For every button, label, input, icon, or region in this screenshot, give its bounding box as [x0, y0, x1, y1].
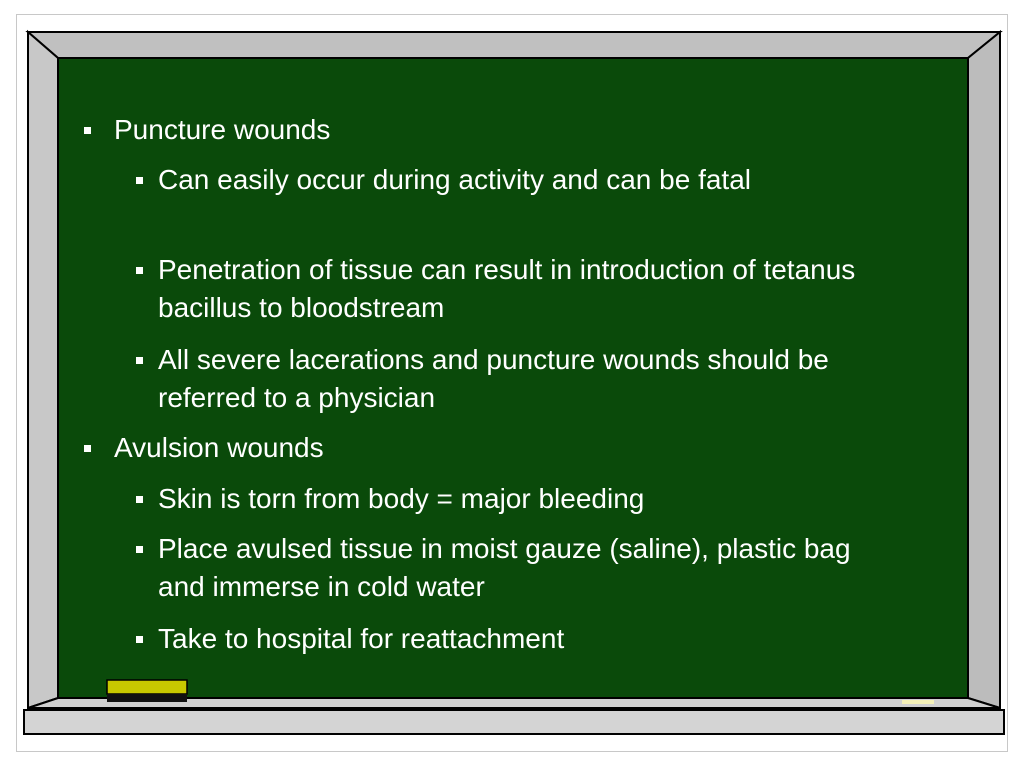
sub-bullet-can-easily-occur: Can easily occur during activity and can be fatal — [158, 164, 751, 195]
frame-right — [968, 32, 1000, 708]
sub-bullet-take-to-hospital: Take to hospital for reattachment — [158, 623, 565, 654]
sub-bullet-place-avulsed: Place avulsed tissue in moist gauze (saline), plastic bag and immerse in cold water — [158, 533, 851, 602]
sub-bullet-skin-torn: Skin is torn from body = major bleeding — [158, 483, 645, 514]
sub-bullet-all-severe: All severe lacerations and puncture wounds should be referred to a physician — [158, 344, 829, 413]
bullet-avulsion-wounds: Avulsion wounds — [114, 432, 324, 463]
frame-top — [28, 32, 1000, 58]
sub-bullet-marker — [136, 546, 143, 553]
bullet-marker — [84, 445, 91, 452]
bullet-marker — [84, 127, 91, 134]
sub-bullet-marker — [136, 177, 143, 184]
frame-left — [28, 32, 58, 708]
chalk-ledge — [24, 710, 1004, 734]
bullet-puncture-wounds: Puncture wounds — [114, 114, 331, 145]
eraser-base — [107, 694, 187, 702]
sub-bullet-penetration: Penetration of tissue can result in introduction of tetanus bacillus to bloodstream — [158, 254, 856, 323]
eraser — [107, 680, 187, 694]
sub-bullet-marker — [136, 267, 143, 274]
sub-bullet-marker — [136, 636, 143, 643]
sub-bullet-marker — [136, 496, 143, 503]
chalk-piece — [902, 700, 934, 704]
sub-bullet-marker — [136, 357, 143, 364]
